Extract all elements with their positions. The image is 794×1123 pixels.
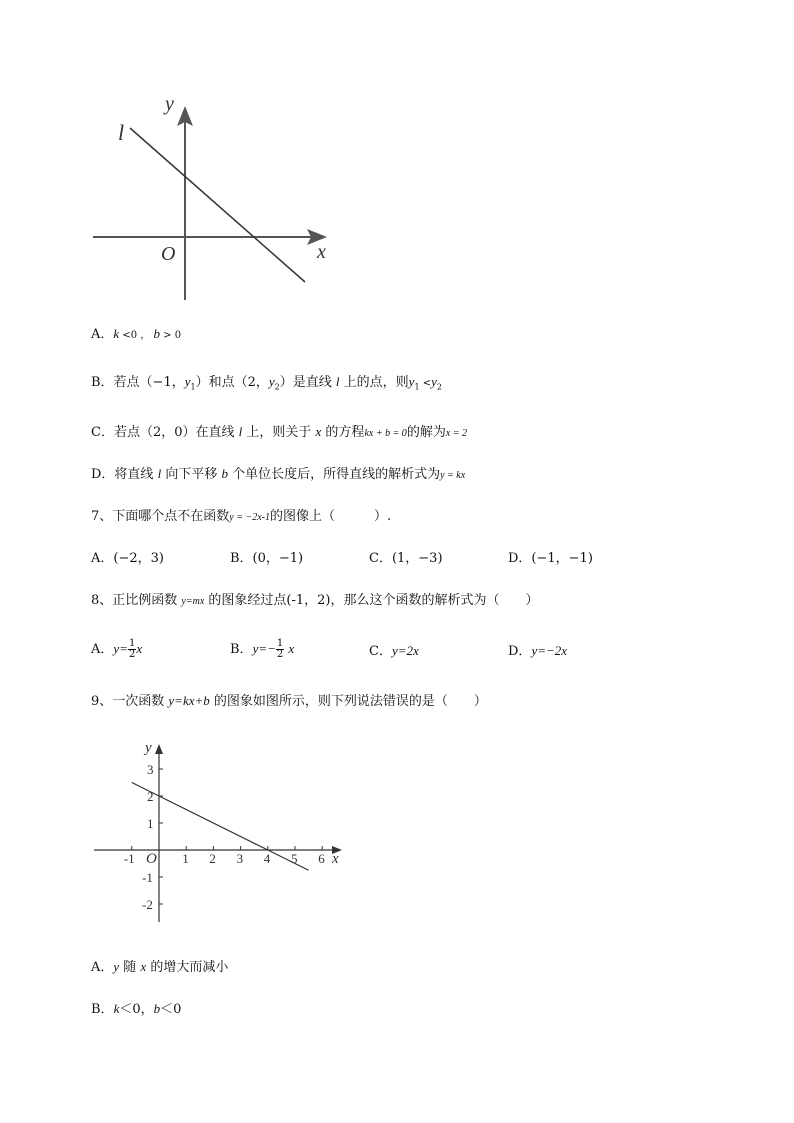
var-b: b [153, 326, 160, 341]
numerator: 1 [128, 638, 136, 649]
var-y: y [184, 374, 191, 389]
text: ）和点（2， [195, 375, 269, 390]
text: 的解为 [406, 425, 446, 440]
text: 7、下面哪个点不在函数 [91, 509, 230, 524]
expr: y= [113, 641, 128, 656]
text: D．将直线 [91, 467, 158, 482]
figure-line-l [85, 90, 345, 305]
text: 上的点，则 [339, 375, 409, 390]
var-l: l [238, 424, 243, 439]
text: 个单位长度后，所得直线的解析式为 [227, 467, 441, 482]
function: y=mx [181, 596, 205, 607]
x-tick-label: 2 [209, 851, 216, 866]
var-y: y [431, 374, 437, 389]
text: 的图象如图所示，则下列说法错误的是（ ） [209, 694, 487, 709]
text: C．若点（2，0）在直线 [91, 425, 239, 440]
q7-stem [91, 508, 391, 527]
numerator: 1 [276, 638, 284, 649]
text: 上，则关于 [242, 425, 316, 440]
q8-option-d[interactable] [508, 642, 567, 661]
text: 的方程 [321, 425, 365, 440]
k-condition: <0 ， [119, 330, 154, 341]
option-prefix: B． [230, 642, 253, 657]
text: 的增大而减小 [146, 960, 229, 975]
text: 随 [119, 960, 141, 975]
function: y=kx+b [168, 693, 210, 708]
var-y: y [268, 374, 275, 389]
y-tick-label: 2 [147, 789, 154, 804]
var-x: x [288, 641, 295, 656]
y-axis-arrow-icon [155, 744, 163, 754]
text: 9、一次函数 [91, 694, 169, 709]
y-axis-label: y [165, 93, 174, 115]
var-l: l [157, 466, 162, 481]
var-x: x [140, 959, 147, 974]
q7-option-a[interactable]: A．(−2，3) [91, 551, 164, 566]
text: ＜0 [160, 1002, 182, 1017]
line-l [130, 128, 305, 282]
fraction [276, 639, 284, 660]
x-tick-label: 1 [182, 851, 189, 866]
q6-option-c[interactable] [91, 423, 467, 443]
subscript: 1 [414, 382, 420, 392]
text: ）是直线 [279, 375, 336, 390]
q8-option-a[interactable] [91, 639, 142, 660]
function-line [132, 783, 309, 871]
equation: kx + b = 0 [364, 428, 407, 439]
var-k: k [113, 1001, 120, 1016]
q7-option-d[interactable]: D．(−1，−1) [508, 551, 593, 566]
subscript: 2 [436, 382, 442, 392]
x-axis-label: x [332, 851, 339, 867]
b-condition: > 0 [159, 330, 182, 341]
subscript: 2 [274, 382, 280, 392]
text: 向下平移 [161, 467, 222, 482]
y-tick-label: -2 [142, 897, 153, 912]
q9-stem [91, 692, 487, 711]
var-l: l [335, 374, 340, 389]
q9-option-b[interactable] [91, 1000, 181, 1019]
q8-stem [91, 592, 538, 611]
expr: y=−2x [531, 643, 568, 658]
line-l-label: l [118, 120, 125, 145]
text: B．若点（−1， [91, 375, 185, 390]
q9-option-a[interactable] [91, 958, 228, 977]
option-prefix: C． [369, 644, 392, 659]
y-axis-label: y [145, 740, 152, 756]
option-prefix: D． [508, 644, 532, 659]
denominator: 2 [128, 649, 136, 660]
q8-option-c[interactable] [369, 642, 419, 661]
x-tick-label: 4 [263, 851, 271, 866]
y-tick-label: 3 [147, 762, 154, 777]
x-tick-label: 6 [318, 851, 325, 866]
option-prefix: A． [91, 960, 114, 975]
option-prefix: A． [91, 642, 114, 657]
y-tick-label: -1 [142, 870, 153, 885]
var-b: b [153, 1001, 161, 1016]
origin-label: O [146, 851, 157, 867]
var-x: x [136, 641, 143, 656]
q7-option-b[interactable]: B．(0，−1) [230, 551, 304, 566]
origin-label: O [161, 243, 176, 265]
text: 8、正比例函数 [91, 593, 182, 608]
less-than: < [419, 378, 432, 389]
option-prefix: A． [91, 327, 114, 342]
x-tick-label: 3 [236, 851, 244, 866]
q6-option-d[interactable] [91, 465, 465, 485]
q8-option-b[interactable] [230, 639, 294, 660]
var-k: k [113, 326, 120, 341]
x-tick-label: 5 [291, 851, 298, 866]
var-b: b [221, 466, 228, 481]
function: y = −2x-1 [229, 512, 270, 523]
expr: y=− [252, 641, 276, 656]
var-y: y [113, 959, 120, 974]
solution: x = 2 [445, 428, 468, 439]
x-tick-label: -1 [123, 851, 135, 866]
equation: y = kx [440, 470, 466, 481]
option-prefix: B． [91, 1002, 114, 1017]
q6-option-a[interactable] [91, 325, 181, 345]
x-axis-label: x [317, 241, 326, 263]
denominator: 2 [276, 649, 284, 660]
q9-chart [90, 732, 350, 927]
q6-option-b[interactable] [91, 373, 442, 397]
expr: y=2x [391, 643, 419, 658]
subscript: 1 [190, 382, 196, 392]
text: ＜0， [119, 1002, 154, 1017]
y-tick-label: 1 [147, 816, 154, 831]
text: 的图象经过点(-1，2)，那么这个函数的解析式为（ ） [204, 593, 539, 608]
text: 的图像上（ ）. [269, 509, 392, 524]
var-x: x [315, 424, 322, 439]
var-y: y [408, 374, 415, 389]
q7-option-c[interactable]: C．(1，−3) [369, 551, 443, 566]
